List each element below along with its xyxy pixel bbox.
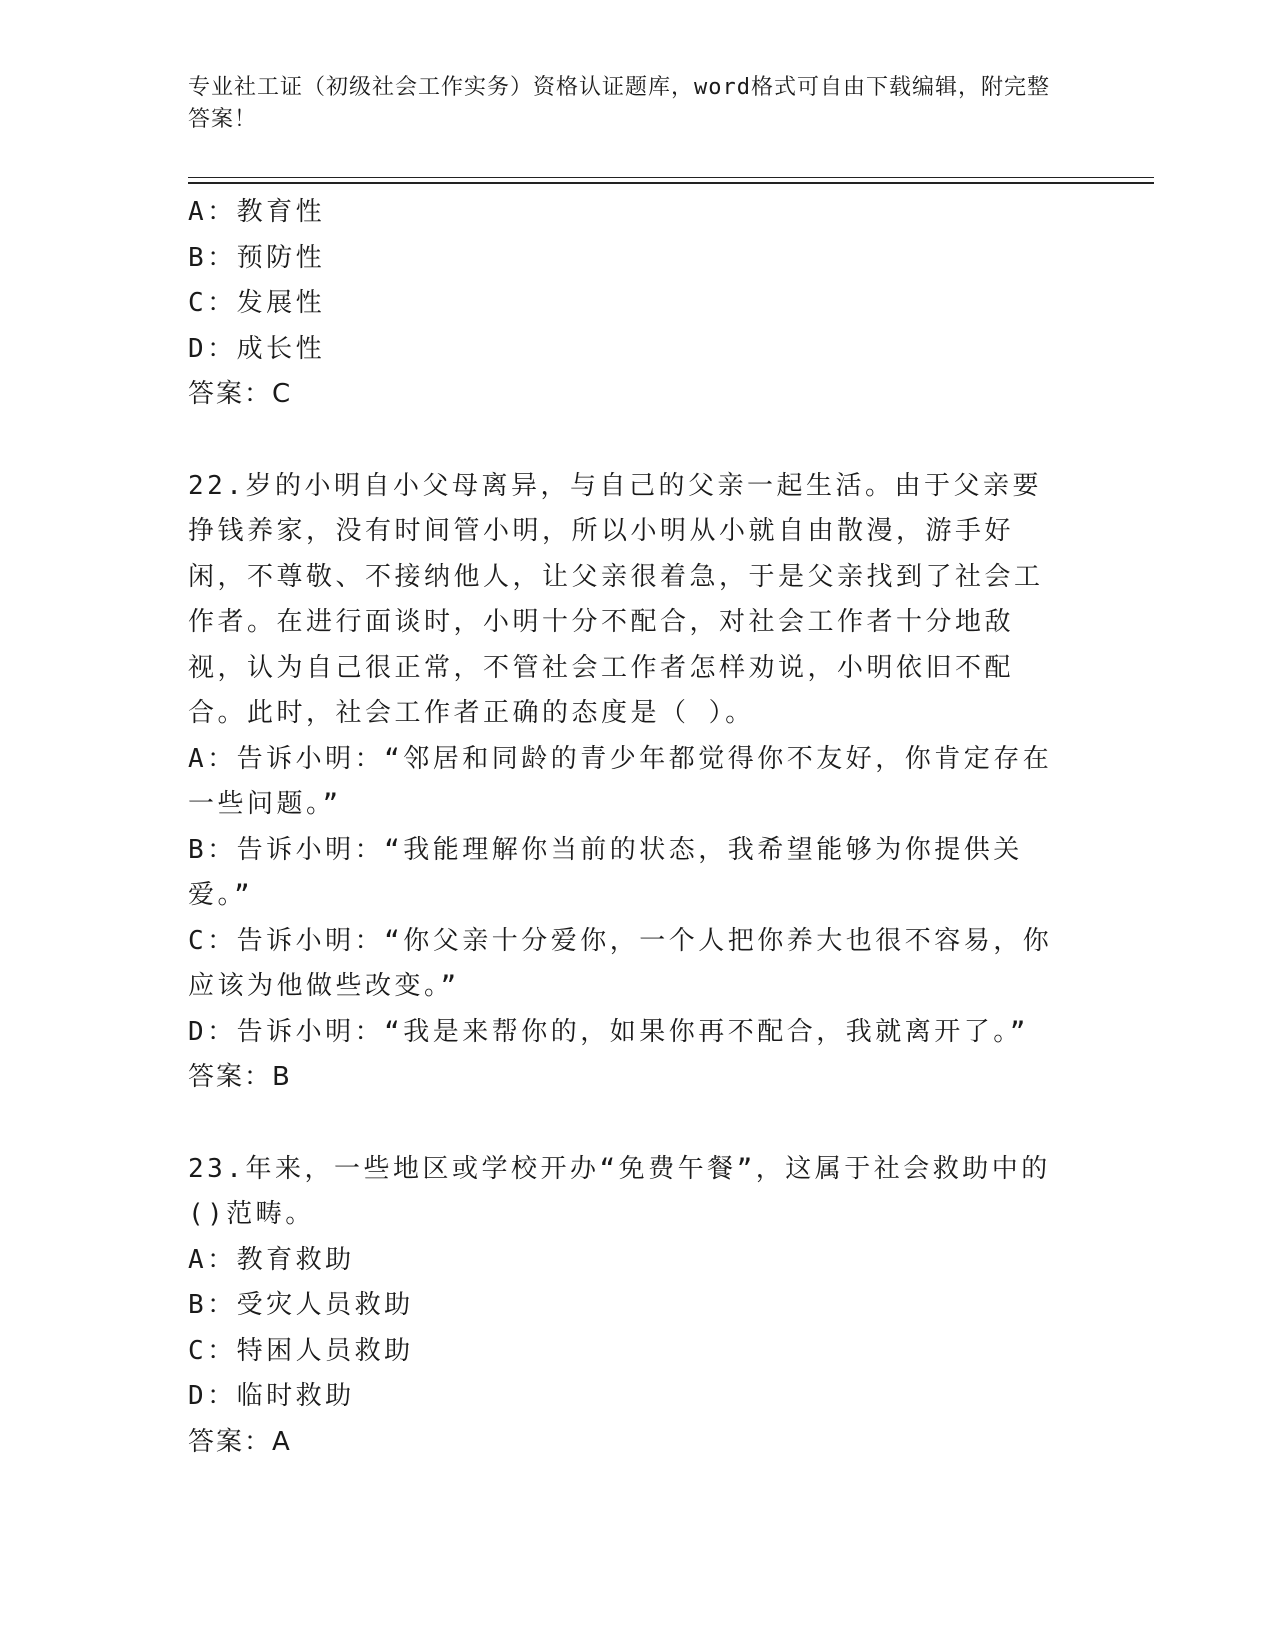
option-b: B：预防性 — [188, 242, 326, 273]
option-d: D：临时救助 — [188, 1381, 355, 1411]
option-c: C：特困人员救助 — [188, 1335, 414, 1366]
option-b: B：告诉小明：“我能理解你当前的状态，我希望能够为你提供关爱。” — [188, 834, 1023, 910]
header-rule-thin — [188, 177, 1154, 178]
document-header: 专业社工证（初级社会工作实务）资格认证题库，word格式可自由下载编辑，附完整答案！ — [188, 75, 1050, 132]
question-spacer — [188, 418, 1068, 464]
option-a: A：教育性 — [188, 197, 326, 227]
question-22 — [188, 464, 1068, 1101]
option-b: B：受灾人员救助 — [188, 1290, 414, 1320]
option-c: C：告诉小明：“你父亲十分爱你，一个人把你养大也很不容易，你应该为他做些改变。” — [188, 925, 1053, 1001]
question-stem: 22.岁的小明自小父母离异，与自己的父亲一起生活。由于父亲要挣钱养家，没有时间管小明，所以小明从小就自由散漫，游手好闲，不尊敬、不接纳他人，让父亲很着急，于是父亲找到了社会工作者。在进行面谈时，小明十分不配合，对社会工作者十分地敌视，认为自己很正常，不管社会工作者怎样劝说，小明依旧不配合。此时，社会工作者正确的态度是（ ）。 — [188, 470, 1044, 728]
answer-line: 答案：B — [188, 1062, 292, 1092]
header-rule-thick — [188, 182, 1154, 184]
option-a: A：告诉小明：“邻居和同龄的青少年都觉得你不友好，你肯定存在一些问题。” — [188, 743, 1053, 819]
document-body — [188, 190, 1068, 1465]
option-c: C：发展性 — [188, 288, 326, 318]
option-d: D：成长性 — [188, 333, 326, 364]
question-stem: 23.年来，一些地区或学校开办“免费午餐”，这属于社会救助中的()范畴。 — [188, 1153, 1051, 1229]
option-a: A：教育救助 — [188, 1244, 355, 1275]
question-spacer — [188, 1101, 1068, 1147]
question-21 — [188, 190, 1068, 418]
answer-line: 答案：C — [188, 379, 293, 409]
question-23 — [188, 1147, 1068, 1466]
answer-line: 答案：A — [188, 1426, 292, 1457]
option-d: D：告诉小明：“我是来帮你的，如果你再不配合，我就离开了。” — [188, 1016, 1029, 1047]
